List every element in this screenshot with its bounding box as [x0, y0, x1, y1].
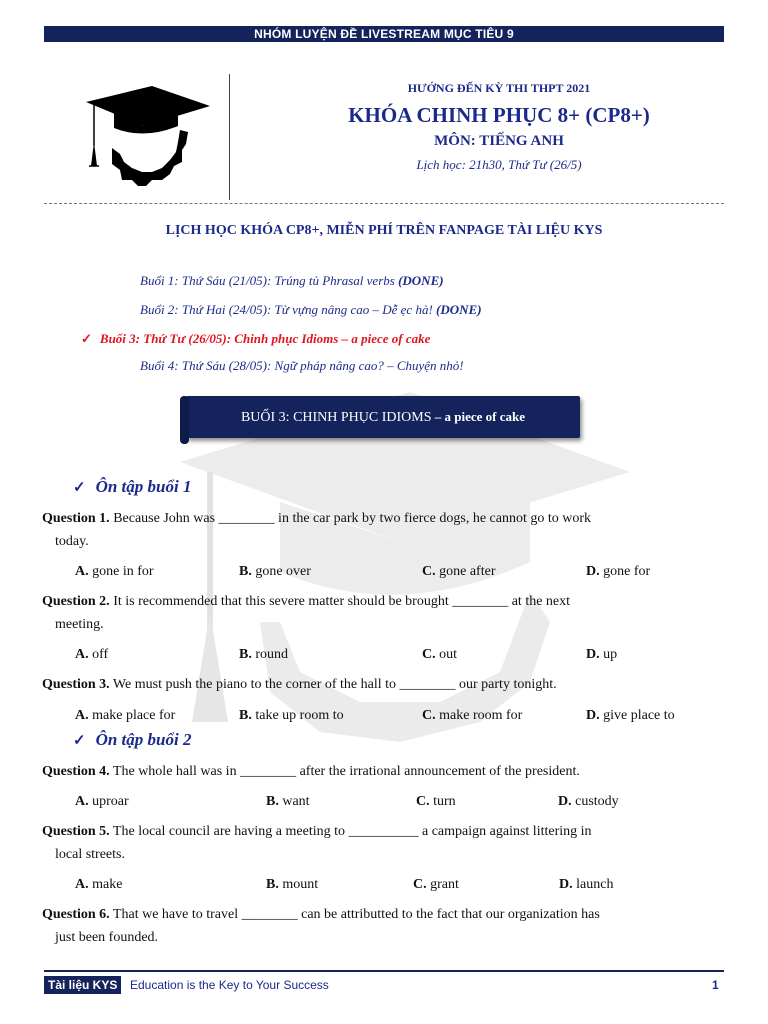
option-b: B. want [266, 794, 310, 809]
schedule-item-text: Buổi 1: Thứ Sáu (21/05): Trúng tủ Phrasal verbs [140, 273, 399, 288]
footer-divider [44, 970, 724, 972]
schedule-time-line: Lịch học: 21h30, Thứ Tư (26/5) [416, 157, 582, 172]
option-a: A. gone in for [75, 564, 154, 579]
option-a: A. make place for [75, 708, 176, 723]
option-c: C. make room for [422, 708, 523, 723]
banner-tail-text: – a piece of cake [431, 409, 526, 424]
question-text: Because John was ________ in the car park by two fierce dogs, he cannot go to work [109, 511, 592, 526]
question-text-cont: meeting. [55, 617, 104, 632]
schedule-item-status: (DONE) [398, 273, 444, 288]
option-d: D. up [586, 647, 618, 662]
question-text-cont: just been founded. [55, 930, 159, 945]
page-number: 1 [712, 978, 719, 992]
schedule-item-text: Buổi 2: Thứ Hai (24/05): Từ vựng nâng cao – Dễ ẹc hà! [140, 302, 437, 317]
banner-main-text: BUỔI 3: CHINH PHỤC IDIOMS [240, 410, 432, 425]
schedule-item-status: (DONE) [436, 302, 482, 317]
option-c: C. gone after [422, 564, 496, 579]
schedule-item-2 [140, 302, 482, 318]
checkmark-icon: ✓ [73, 480, 86, 496]
footer-slogan: Education is the Key to Your Success [130, 978, 329, 992]
question-label: Question 1. [42, 511, 110, 526]
dashed-divider [44, 203, 724, 204]
question-text: We must push the piano to the corner of the hall to ________ our party tonight. [109, 677, 557, 692]
question-text: The local council are having a meeting to __________ a campaign against littering in [109, 824, 592, 839]
top-banner: NHÓM LUYỆN ĐỀ LIVESTREAM MỤC TIÊU 9 [44, 26, 724, 42]
schedule-item-4 [140, 358, 464, 374]
course-title: KHÓA CHINH PHỤC 8+ (CP8+) [348, 103, 650, 127]
session-banner [180, 396, 580, 444]
question-text: It is recommended that this severe matter should be brought ________ at the next [109, 594, 571, 609]
question-1 [42, 507, 722, 553]
question-label: Question 3. [42, 677, 110, 692]
question-label: Question 4. [42, 764, 110, 779]
option-c: C. turn [416, 794, 456, 809]
question-text-cont: local streets. [55, 847, 125, 862]
subject-line: MÔN: TIẾNG ANH [434, 133, 564, 149]
checkmark-icon: ✓ [81, 331, 92, 346]
option-a: A. uproar [75, 794, 129, 809]
banner-title [186, 396, 580, 438]
review-heading-1 [73, 477, 191, 497]
option-d: D. gone for [586, 564, 651, 579]
question-label: Question 6. [42, 907, 110, 922]
option-c: C. out [422, 647, 458, 662]
option-d: D. custody [558, 794, 619, 809]
option-d: D. give place to [586, 708, 675, 723]
question-text: The whole hall was in ________ after the irrational announcement of the president. [109, 764, 580, 779]
schedule-item-1 [140, 273, 444, 289]
option-b: B. gone over [239, 564, 311, 579]
checkmark-icon: ✓ [73, 733, 86, 749]
footer-brand-tag: Tài liệu KYS [44, 976, 121, 994]
exam-target-line: HƯỚNG ĐẾN KỲ THI THPT 2021 [407, 81, 591, 95]
review-heading-2 [73, 730, 191, 750]
schedule-item-text: Buổi 3: Thứ Tư (26/05): Chinh phục Idioms – a piece of cake [99, 331, 431, 346]
option-b: B. round [239, 647, 289, 662]
question-label: Question 5. [42, 824, 110, 839]
option-a: A. make [75, 877, 123, 892]
option-b: B. mount [266, 877, 319, 892]
question-text: That we have to travel ________ can be attributted to the fact that our organization has [109, 907, 600, 922]
question-4 [42, 760, 722, 783]
question-text-cont: today. [55, 534, 89, 549]
question-5 [42, 820, 722, 866]
review-heading-text: Ôn tập buổi 2 [95, 730, 192, 749]
review-heading-text: Ôn tập buổi 1 [95, 477, 192, 496]
schedule-heading: LỊCH HỌC KHÓA CP8+, MIỄN PHÍ TRÊN FANPAGE TÀI LIỆU KYS [165, 223, 603, 238]
schedule-item-text: Buổi 4: Thứ Sáu (28/05): Ngữ pháp nâng cao? – Chuyện nhỏ! [140, 358, 464, 373]
question-label: Question 2. [42, 594, 110, 609]
question-3 [42, 673, 722, 696]
option-c: C. grant [413, 877, 459, 892]
option-d: D. launch [559, 877, 614, 892]
option-b: B. take up room to [239, 708, 344, 723]
graduation-cap-logo-icon [82, 86, 214, 198]
question-6 [42, 903, 722, 949]
schedule-item-3-current [81, 331, 430, 347]
question-2 [42, 590, 722, 636]
option-a: A. off [75, 647, 109, 662]
